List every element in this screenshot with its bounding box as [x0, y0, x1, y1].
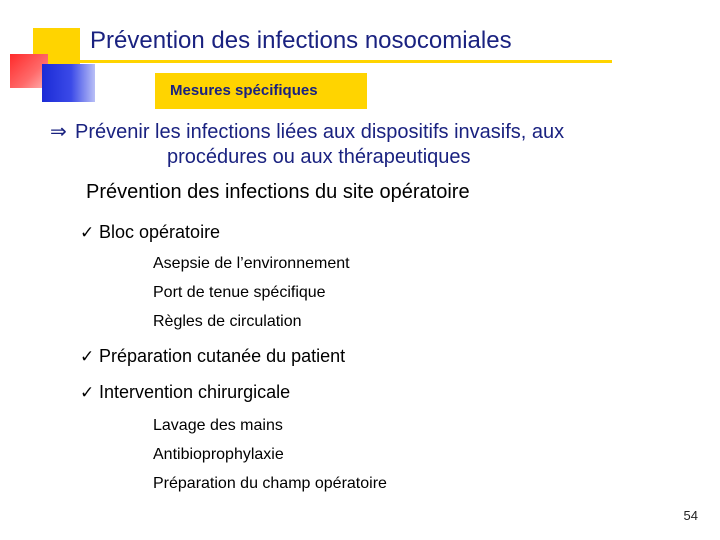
blue-decor-square: [42, 64, 95, 102]
main-bullet-line1: Prévenir les infections liées aux dispositifs invasifs, aux: [75, 121, 565, 143]
list-item: Préparation du champ opératoire: [153, 475, 387, 492]
checkmark-icon: ✓: [80, 383, 95, 402]
check-item-intervention: [80, 382, 290, 403]
main-bullet: [50, 120, 690, 170]
page-number: 54: [683, 508, 698, 523]
check-item-label: Bloc opératoire: [99, 222, 221, 242]
list-item: Antibioprophylaxie: [153, 446, 284, 463]
check-item-bloc: [80, 222, 220, 243]
list-item: Règles de circulation: [153, 313, 302, 330]
slide-title: Prévention des infections nosocomiales: [90, 27, 512, 54]
list-item: Asepsie de l’environnement: [153, 255, 350, 272]
subtitle-label: Mesures spécifiques: [170, 82, 318, 99]
title-underline: [80, 60, 612, 63]
checkmark-icon: ✓: [80, 223, 95, 242]
checkmark-icon: ✓: [80, 347, 95, 366]
subtitle-badge: [155, 73, 367, 109]
check-item-label: Préparation cutanée du patient: [99, 346, 346, 366]
main-bullet-line2: procédures ou aux thérapeutiques: [167, 146, 471, 168]
implies-arrow-icon: ⇒: [50, 121, 67, 143]
list-item: Lavage des mains: [153, 417, 283, 434]
list-item: Port de tenue spécifique: [153, 284, 326, 301]
check-item-preparation: [80, 346, 345, 367]
section-heading: Prévention des infections du site opératoire: [86, 181, 470, 203]
check-item-label: Intervention chirurgicale: [99, 382, 291, 402]
